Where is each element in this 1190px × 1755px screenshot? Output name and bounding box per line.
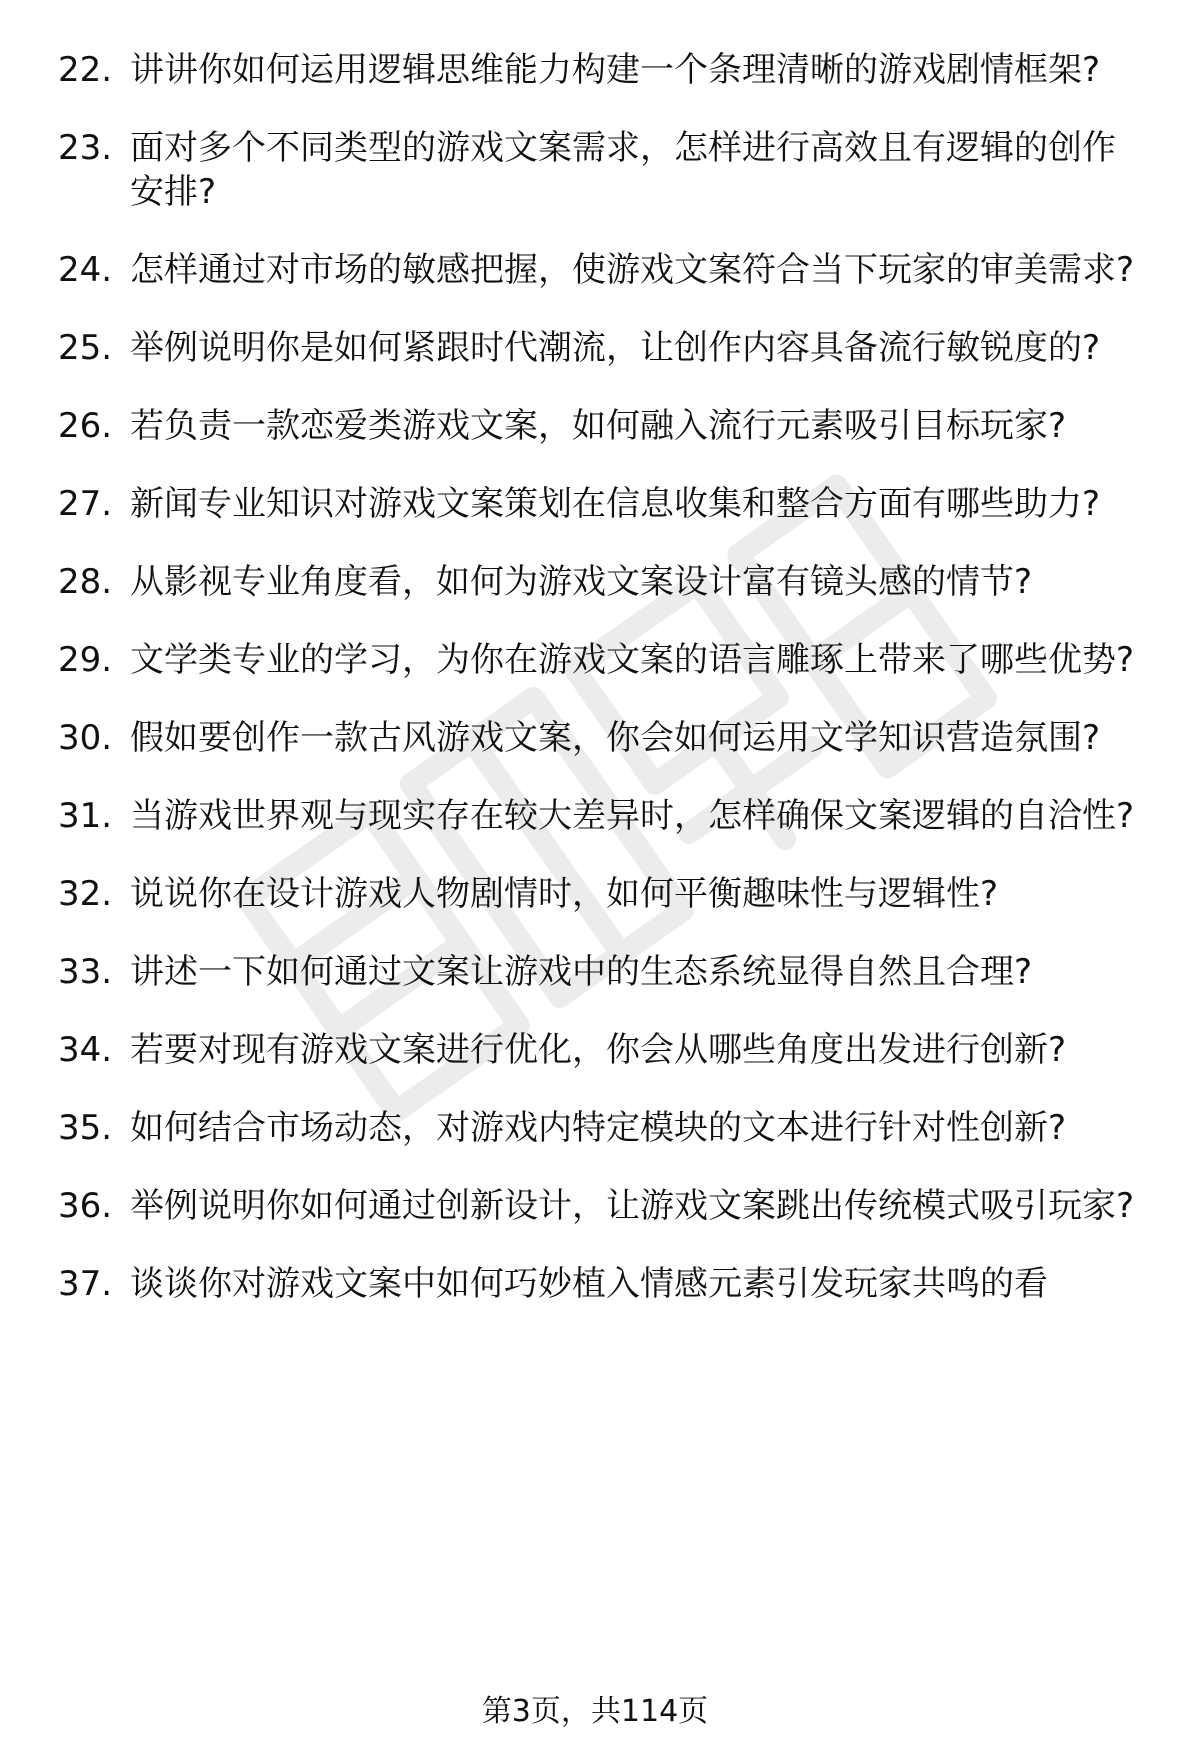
question-text: 当游戏世界观与现实存在较大差异时，怎样确保文案逻辑的自洽性?	[130, 796, 1135, 836]
question-number: 34.	[58, 1030, 113, 1070]
question-number: 36.	[58, 1186, 113, 1226]
list-item	[0, 1106, 1190, 1150]
list-item	[0, 950, 1190, 994]
list-item	[0, 638, 1190, 682]
question-number: 23.	[58, 128, 113, 168]
question-text: 若负责一款恋爱类游戏文案，如何融入流行元素吸引目标玩家?	[130, 406, 1067, 446]
question-list	[0, 48, 1190, 1340]
question-text: 说说你在设计游戏人物剧情时，如何平衡趣味性与逻辑性?	[130, 874, 999, 914]
question-text: 讲述一下如何通过文案让游戏中的生态系统显得自然且合理?	[130, 952, 1033, 992]
question-number: 25.	[58, 328, 113, 368]
question-text: 举例说明你是如何紧跟时代潮流，让创作内容具备流行敏锐度的?	[130, 328, 1101, 368]
list-item	[0, 482, 1190, 526]
question-number: 35.	[58, 1108, 113, 1148]
question-number: 22.	[58, 50, 113, 90]
question-number: 29.	[58, 640, 113, 680]
question-text: 若要对现有游戏文案进行优化，你会从哪些角度出发进行创新?	[130, 1030, 1067, 1070]
question-text: 谈谈你对游戏文案中如何巧妙植入情感元素引发玩家共鸣的看	[130, 1264, 1048, 1304]
list-item	[0, 872, 1190, 916]
question-text: 文学类专业的学习，为你在游戏文案的语言雕琢上带来了哪些优势?	[130, 640, 1135, 680]
list-item	[0, 48, 1190, 92]
question-number: 33.	[58, 952, 113, 992]
question-text: 怎样通过对市场的敏感把握，使游戏文案符合当下玩家的审美需求?	[130, 250, 1135, 290]
list-item	[0, 1184, 1190, 1228]
question-text: 假如要创作一款古风游戏文案，你会如何运用文学知识营造氛围?	[130, 718, 1101, 758]
list-item	[0, 560, 1190, 604]
list-item	[0, 326, 1190, 370]
question-text: 如何结合市场动态，对游戏内特定模块的文本进行针对性创新?	[130, 1108, 1067, 1148]
question-number: 30.	[58, 718, 113, 758]
question-text: 从影视专业角度看，如何为游戏文案设计富有镜头感的情节?	[130, 562, 1033, 602]
question-text: 新闻专业知识对游戏文案策划在信息收集和整合方面有哪些助力?	[130, 484, 1101, 524]
question-text: 讲讲你如何运用逻辑思维能力构建一个条理清晰的游戏剧情框架?	[130, 50, 1101, 90]
list-item	[0, 404, 1190, 448]
question-number: 26.	[58, 406, 113, 446]
list-item	[0, 248, 1190, 292]
question-number: 32.	[58, 874, 113, 914]
page-number-footer: 第3页，共114页	[481, 1694, 709, 1729]
list-item	[0, 126, 1190, 214]
list-item	[0, 1028, 1190, 1072]
question-number: 31.	[58, 796, 113, 836]
question-number: 37.	[58, 1264, 113, 1304]
list-item	[0, 1262, 1190, 1306]
question-text: 举例说明你如何通过创新设计，让游戏文案跳出传统模式吸引玩家?	[130, 1186, 1135, 1226]
question-number: 27.	[58, 484, 113, 524]
list-item	[0, 716, 1190, 760]
question-number: 24.	[58, 250, 113, 290]
question-number: 28.	[58, 562, 113, 602]
list-item	[0, 794, 1190, 838]
question-text: 面对多个不同类型的游戏文案需求，怎样进行高效且有逻辑的创作安排?	[130, 128, 1116, 212]
